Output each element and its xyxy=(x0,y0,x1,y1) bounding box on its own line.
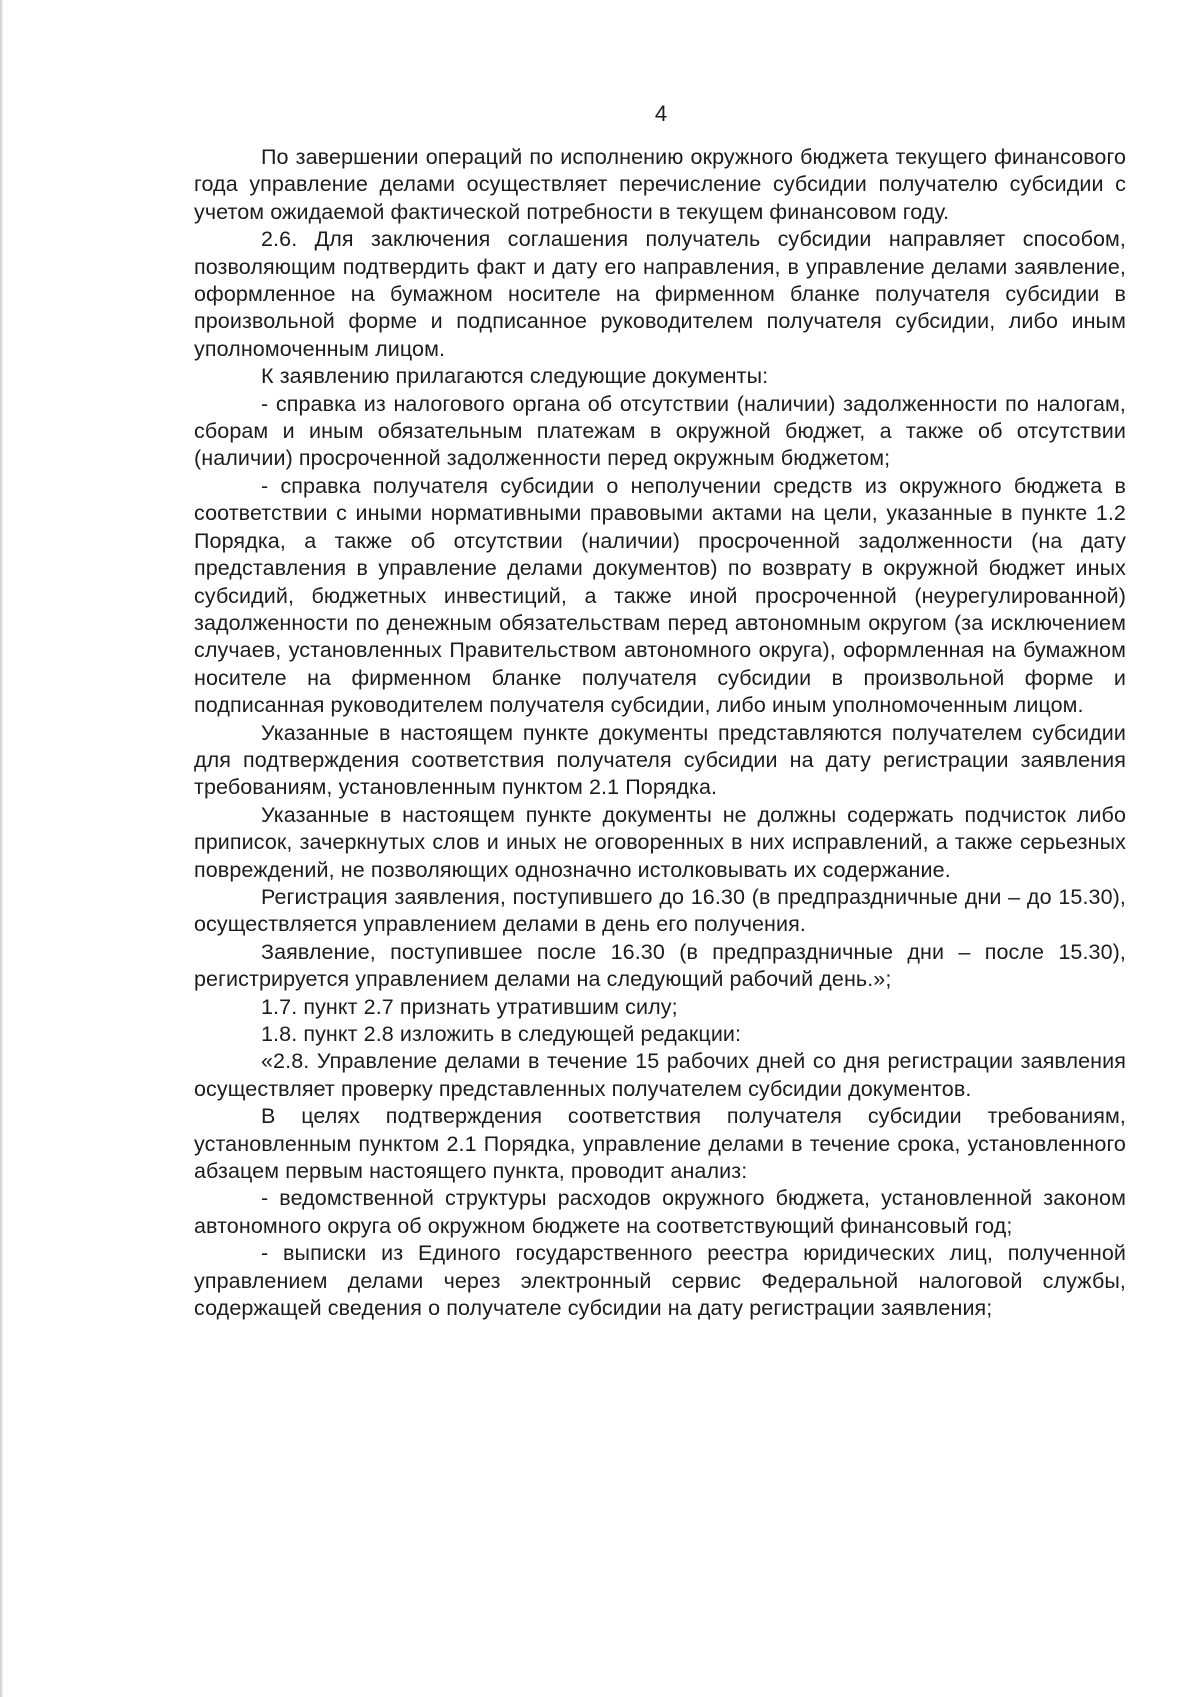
paragraph-budget-completion: По завершении операций по исполнению окружного бюджета текущего финансового года управление делами осуществляет перечисление субсидии получателю субсидии с учетом ожидаемой фактической потребности в текущем финансовом году. xyxy=(194,145,1126,224)
list-item-egrul-extract: - выписки из Единого государственного реестра юридических лиц, полученной управлением делами через электронный сервис Федеральной налоговой службы, содержащей сведения о получателе субсидии на дату регистрации заявления; xyxy=(194,1241,1126,1321)
page-number: 4 xyxy=(654,101,668,126)
paragraph-docs-requirements: Указанные в настоящем пункте документы не должны содержать подчисток либо приписок, зачеркнутых слов и иных не оговоренных в них исправлений, а также серьезных повреждений, не позволяющих однозначно истолковывать их содержание. xyxy=(194,802,1126,882)
paragraph-compliance-analysis: В целях подтверждения соответствия получателя субсидии требованиям, установленным пунктом 2.1 Порядка, управление делами в течение срока, установленного абзацем первым настоящего пункта, проводит анализ: xyxy=(194,1104,1126,1184)
list-item-departmental-structure: - ведомственной структуры расходов окружного бюджета, установленной законом автономного округа об окружном бюджете на соответствующий финансовый год; xyxy=(194,1186,1126,1238)
paragraph-2-6: 2.6. Для заключения соглашения получатель субсидии направляет способом, позволяющим подтвердить факт и дату его направления, в управление делами заявление, оформленное на бумажном носителе на фирменном бланке получателя субсидии в произвольной форме и подписанное руководителем получателя субсидии, либо иным уполномоченным лицом. xyxy=(194,227,1126,361)
paragraph-registration-after: Заявление, поступившее после 16.30 (в предпраздничные дни – после 15.30), регистрируется управлением делами на следующий рабочий день.»; xyxy=(194,939,1126,992)
paragraph-docs-purpose: Указанные в настоящем пункте документы представляются получателем субсидии для подтверждения соответствия получателя субсидии на дату регистрации заявления требованиям, установленным пунктом 2.1 Порядка. xyxy=(194,720,1126,800)
paragraph-2-8: «2.8. Управление делами в течение 15 рабочих дней со дня регистрации заявления осуществляет проверку представленных получателем субсидии документов. xyxy=(194,1049,1126,1101)
paragraph-attached-docs: К заявлению прилагаются следующие документы: xyxy=(261,364,769,389)
paragraph-registration-before: Регистрация заявления, поступившего до 16.30 (в предпраздничные дни – до 15.30), осуществляется управлением делами в день его получения. xyxy=(194,884,1126,937)
page-edge-shadow xyxy=(0,0,3,1697)
list-item-recipient-certificate: - справка получателя субсидии о неполучении средств из окружного бюджета в соответствии с иными нормативными правовыми актами на цели, указанные в пункте 1.2 Порядка, а также об отсутствии (наличии) просроченной задолженности (на дату представления в управление делами документов) по возврату в окружной бюджет иных субсидий, бюджетных инвестиций, а также иной просроченной (неурегулированной) задолженности по денежным обязательствам перед автономным округом (за исключением случаев, установленных Правительством автономного округа), оформленная на бумажном носителе на фирменном бланке получателя субсидии в произвольной форме и подписанная руководителем получателя субсидии, либо иным уполномоченным лицом. xyxy=(194,473,1126,718)
document-body xyxy=(194,144,1126,1322)
list-item-tax-certificate: - справка из налогового органа об отсутствии (наличии) задолженности по налогам, сборам и иным обязательным платежам в окружной бюджет, а также об отсутствии (наличии) просроченной задолженности перед окружным бюджетом; xyxy=(194,391,1126,471)
paragraph-1-7: 1.7. пункт 2.7 признать утратившим силу; xyxy=(261,994,678,1019)
paragraph-1-8: 1.8. пункт 2.8 изложить в следующей редакции: xyxy=(261,1022,742,1046)
